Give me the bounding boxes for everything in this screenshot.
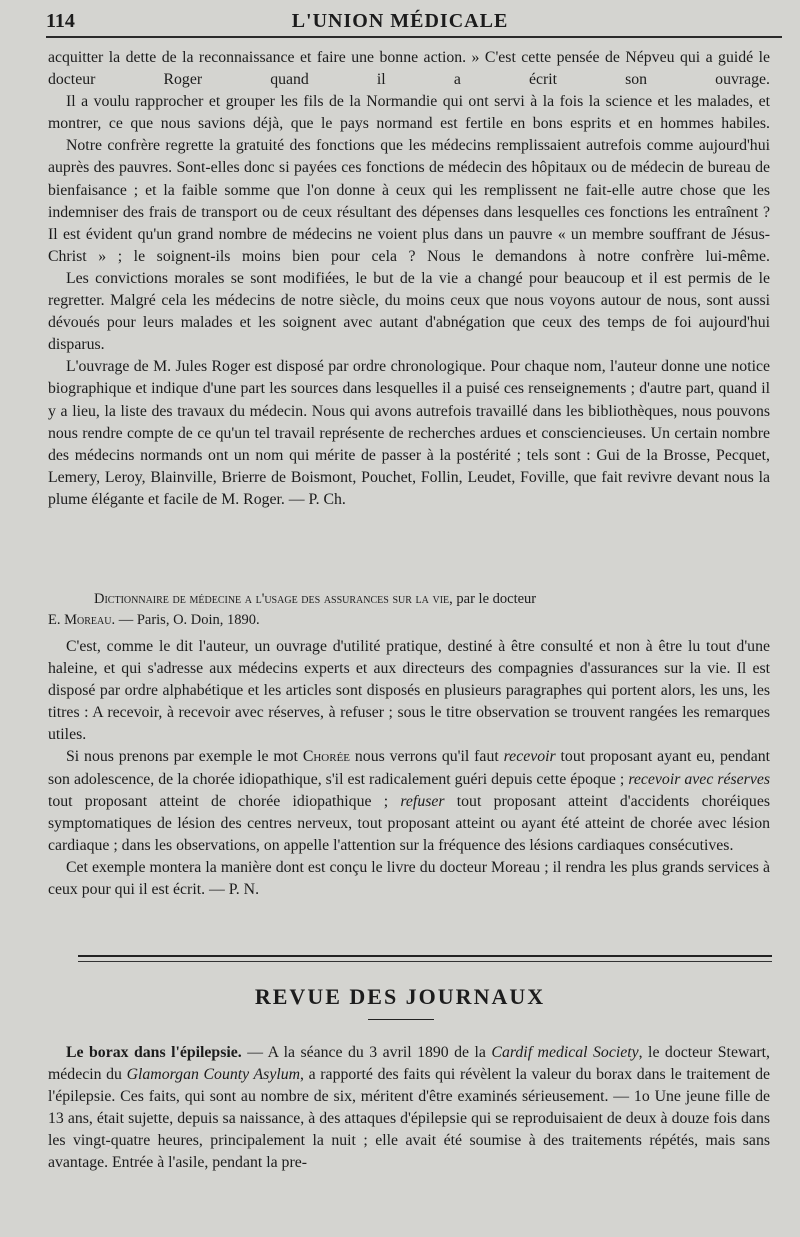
book-reference <box>48 589 770 631</box>
text-run: — A la séance du 3 avril 1890 de la <box>241 1044 492 1061</box>
running-head <box>0 6 800 36</box>
journal-review-borax <box>48 1042 770 1175</box>
section-title: REVUE DES JOURNAUX <box>254 984 546 1009</box>
reference-publication <box>48 610 770 631</box>
italic-term: recevoir <box>503 748 556 766</box>
reference-title: Dictionnaire de médecine a l'usage des assurances sur la vie, <box>94 591 453 607</box>
text-run: nous verrons qu'il faut <box>350 748 504 766</box>
paragraph: acquitter la dette de la reconnaissance et faire une bonne action. » C'est cette pensée de Népveu qui a guidé le docteur Roger quand il a écrit son ouvrage. <box>48 49 770 89</box>
reference-author: E. Moreau. <box>48 612 116 628</box>
article-title: Le borax dans l'épilepsie. <box>66 1044 242 1061</box>
reference-publisher: — Paris, O. Doin, 1890. <box>118 612 260 628</box>
paragraph <box>48 746 770 856</box>
text-run: tout proposant atteint de chorée idiopathique ; <box>48 792 401 810</box>
title-rule <box>368 1019 434 1020</box>
paragraph: Cet exemple montera la manière dont est conçu le livre du docteur Moreau ; il rendra les plus grands services à ceux pour qui il est écrit. — P. N. <box>48 858 770 899</box>
text-run: , le docteur Stewart, médecin du <box>48 1044 770 1084</box>
italic-term: recevoir avec réserves <box>628 770 770 788</box>
reference-line <box>48 589 770 631</box>
text-run: tout proposant ayant eu, pendant son adolescence, de la chorée idiopathique, s'il est radicalement guéri depuis cette époque ; <box>48 748 771 788</box>
term-chorée: Chorée <box>302 748 351 766</box>
text-run: Si nous prenons par exemple le mot <box>66 748 303 766</box>
paragraph <box>48 1042 770 1175</box>
section-divider <box>78 961 772 962</box>
review-text-roger <box>48 47 770 511</box>
paragraph: L'ouvrage de M. Jules Roger est disposé par ordre chronologique. Pour chaque nom, l'auteur donne une notice biographique et indique d'une part les sources dans lesquelles il a puisé ces renseignements ; d'autre part, quand il y a lieu, la liste des travaux du médecin. Nous qui avons autrefois travaillé dans les bibliothèques, nous pouvons nous rendre compte de ce qu'un tel travail représente de recherches ardues et consciencieuses. Un certain nombre des médecins normands ont un nom qui mérite de passer à la postérité ; tels sont : Gui de la Brosse, Pecquet, Lemery, Leroy, Blainville, Brierre de Boismont, Pouchet, Follin, Leudet, Foville, que fait revivre devant nous la plume élégante et facile de M. Roger. — P. Ch. <box>48 358 770 508</box>
paragraph: Notre confrère regrette la gratuité des fonctions que les médecins remplissaient autrefois comme aujourd'hui auprès des pauvres. Sont-elles donc si payées ces fonctions de médecin des hôpitaux ou de médecin de bureau de bienfaisance ; et la faible somme que l'on donne à ceux qui les remplissent ne fait-elle autre chose que les indemniser des frais de transport ou de ceux résultant des dépenses dans lesquelles ces fonctions les entraînent ? Il est évident qu'un grand nombre de médecins ne voient plus dans un pauvre « un membre souffrant de Jésus-Christ » ; le soignent-ils moins bien pour cela ? Nous le demandons à notre confrère lui-même. <box>48 137 770 265</box>
section-divider <box>78 955 772 957</box>
page-number: 114 <box>46 10 75 32</box>
text-run: tout proposant atteint d'accidents choréiques symptomatiques de lésion des centres nerveux, tout proposant atteint ou ayant été atteint de chorée avec lésion cardiaque ; dans les observations, on appelle l'attention sur la fréquence des lésions cardiaques consécutives. <box>48 792 770 854</box>
italic-term: Glamorgan County Asylum <box>126 1066 301 1084</box>
paragraph: Les convictions morales se sont modifiées, le but de la vie a changé pour beaucoup et il est permis de le regretter. Malgré cela les médecins de notre siècle, du moins ceux que nous voyons autour de nous, sont aussi dévoués pour leurs malades et les soignent avec autant d'abnégation que ceux des temps de foi aujourd'hui disparus. <box>48 269 770 354</box>
italic-term: Cardif medical Society <box>491 1044 639 1061</box>
header-rule <box>46 36 782 38</box>
paragraph: C'est, comme le dit l'auteur, un ouvrage d'utilité pratique, destiné à être consulté et non à être lu tout d'une haleine, et qui s'adresse aux médecins experts et aux directeurs des compagnies d'assurances sur la vie. Il est disposé par ordre alphabétique et les articles sont disposés en plusieurs paragraphes qui portent alors, les uns, les titres : A recevoir, à recevoir avec réserves, à refuser ; sous le titre observation se trouvent rangées les remarques utiles. <box>48 638 770 744</box>
paragraph: Il a voulu rapprocher et grouper les fils de la Normandie qui ont servi à la fois la science et les malades, et montrer, ce que nous savions déjà, que le pays normand est fertile en bons esprits et en hommes habiles. <box>48 93 770 133</box>
journal-title: L'UNION MÉDICALE <box>291 10 509 32</box>
review-text-moreau <box>48 636 770 901</box>
italic-term: refuser <box>400 792 445 810</box>
text-run: , a rapporté des faits qui révèlent la valeur du borax dans le traitement de l'épilepsie. Ces faits, qui sont au nombre de six, méritent d'être examinés sérieusement. — 1o Une jeune fille de 13 ans, était sujette, depuis sa naissance, à des attaques d'épilepsie qui se reproduisaient de deux à douze fois dans les vingt-quatre heures, principalement la nuit ; elle avait été soumise à des traitements répétés, mais sans avantage. Entrée à l'asile, pendant la pre- <box>48 1066 770 1172</box>
reference-author-intro: par le docteur <box>456 591 537 607</box>
